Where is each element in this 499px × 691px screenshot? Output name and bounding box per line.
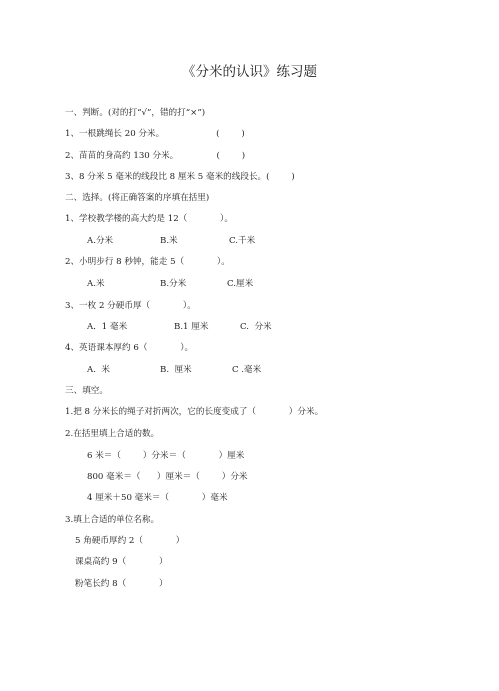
judge-question-2: 2、苗苗的身高约 130 分米。 ( ) xyxy=(65,151,246,161)
choice-4-option-a: A. 米 xyxy=(87,365,110,375)
choice-question-3: 3、一枚 2 分硬币厚（ ）。 xyxy=(65,301,196,311)
fill-question-2: 2.在括里填上合适的数。 xyxy=(65,429,160,439)
fill-question-3: 3.填上合适的单位名称。 xyxy=(65,515,160,525)
section-heading-judge: 一、判断。(对的打“√”，错的打“×”) xyxy=(65,108,206,118)
choice-3-option-a: A．1 毫米 xyxy=(87,322,128,332)
section-heading-fill: 三、填空。 xyxy=(65,386,108,396)
choice-4-option-c: C .毫米 xyxy=(232,365,262,375)
choice-3-option-b: B.1 厘米 xyxy=(174,322,209,332)
choice-2-option-a: A.米 xyxy=(87,279,105,289)
section-heading-choice: 二、选择。(将正确答案的序填在括里) xyxy=(65,193,210,203)
choice-3-option-c: C. 分米 xyxy=(240,322,272,332)
fill-2-item-2: 800 毫米＝（ ）厘米＝（ ）分米 xyxy=(87,472,248,482)
page-title: 《分米的认识》练习题 xyxy=(182,64,317,80)
choice-2-option-b: B.分米 xyxy=(160,279,187,289)
fill-2-item-1: 6 米＝（ ）分米＝（ ）厘米 xyxy=(87,451,245,461)
fill-3-item-1: 5 角硬币厚约 2（ ） xyxy=(75,536,185,546)
fill-3-item-3: 粉笔长约 8（ ） xyxy=(75,579,168,589)
choice-question-2: 2、小明步行 8 秒钟，能走 5（ ）。 xyxy=(65,257,230,267)
fill-3-item-2: 课桌高约 9（ ） xyxy=(75,557,168,567)
judge-question-3: 3、8 分米 5 毫米的线段比 8 厘米 5 毫米的线段长。( ) xyxy=(65,172,295,182)
choice-4-option-b: B. 厘米 xyxy=(160,365,192,375)
choice-question-1: 1、学校教学楼的高大约是 12（ ）。 xyxy=(65,214,233,224)
judge-question-1: 1、一根跳绳长 20 分米。 ( ) xyxy=(65,129,245,139)
choice-1-option-a: A.分米 xyxy=(87,236,114,246)
fill-question-1: 1.把 8 分米长的绳子对折两次，它的长度变成了（ ）分米。 xyxy=(65,407,324,417)
choice-1-option-b: B.米 xyxy=(160,236,178,246)
choice-question-4: 4、英语课本厚约 6（ ）。 xyxy=(65,343,194,353)
choice-1-option-c: C.千米 xyxy=(229,236,256,246)
fill-2-item-3: 4 厘米＋50 毫米＝（ ）毫米 xyxy=(87,493,228,503)
choice-2-option-c: C.厘米 xyxy=(227,279,254,289)
